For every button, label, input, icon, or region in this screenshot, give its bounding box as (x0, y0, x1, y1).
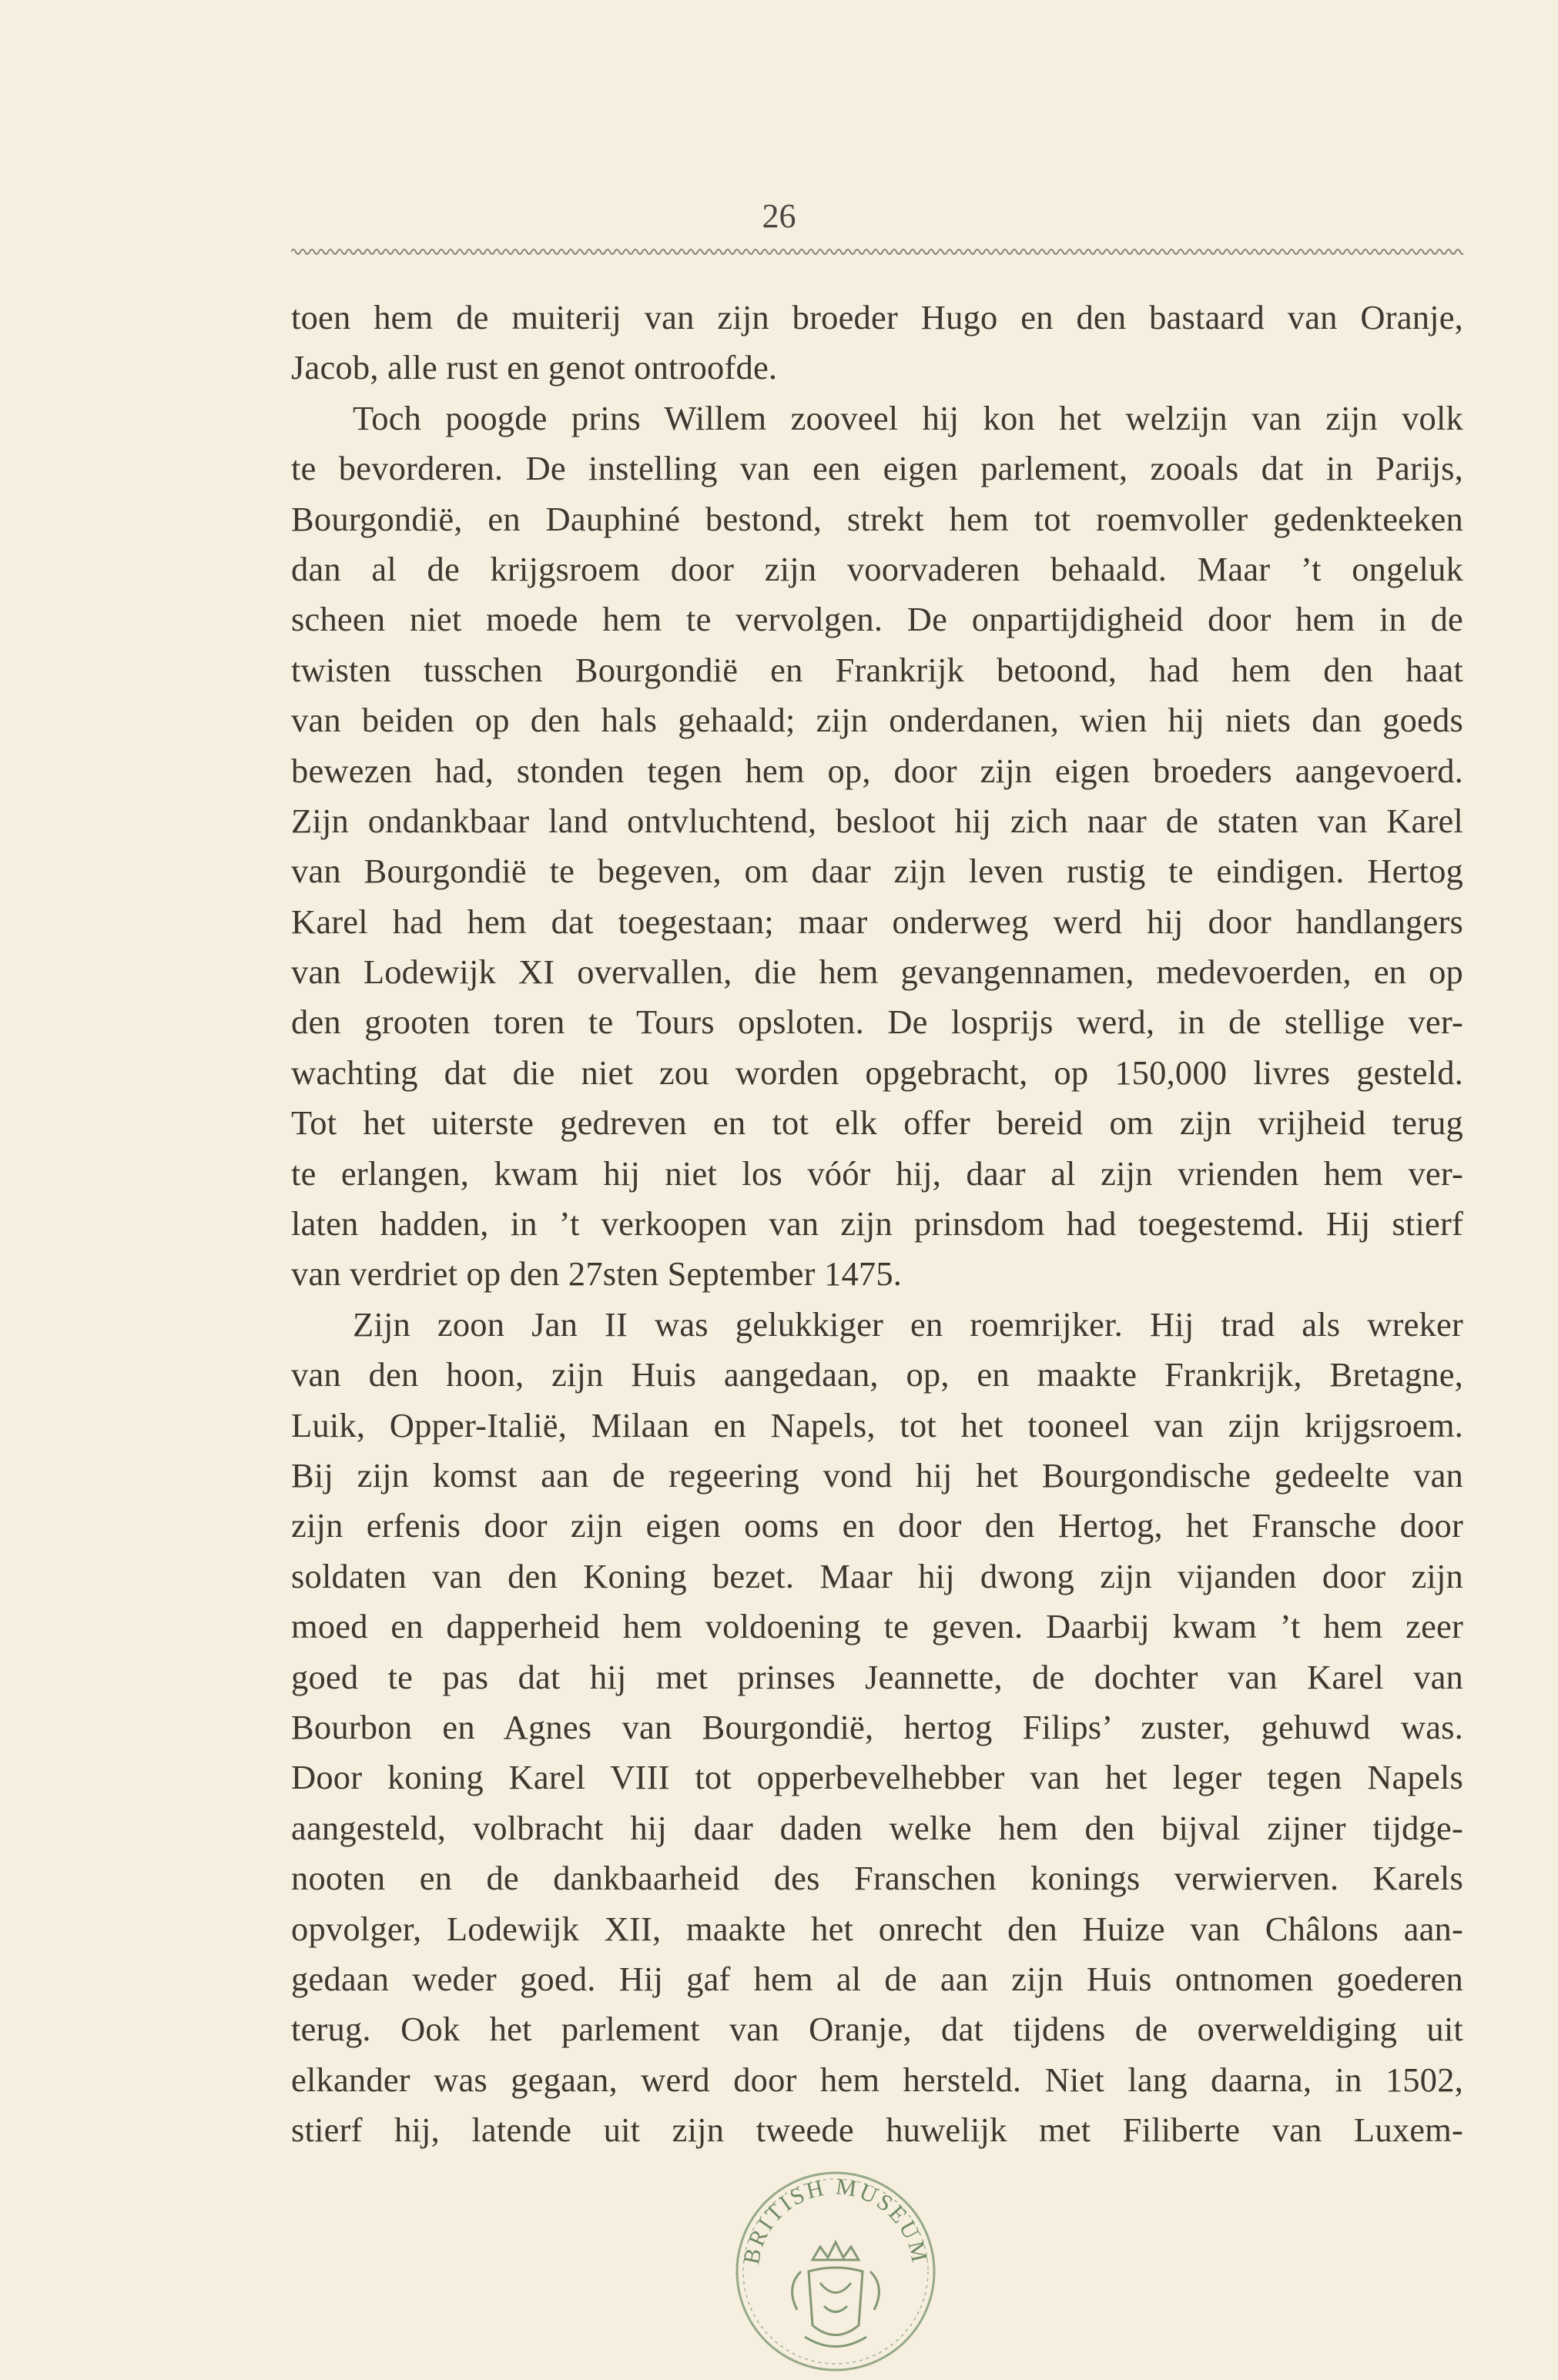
body-line: scheen niet moede hem te vervolgen. De onpartijdigheid door hem in de (291, 600, 1463, 639)
body-line: moed en dapperheid hem voldoening te geven. Daarbij kwam ’t hem zeer (291, 1607, 1463, 1646)
crown-crest-icon (792, 2242, 880, 2347)
library-stamp (724, 2156, 947, 2379)
body-line: opvolger, Lodewijk XII, maakte het onrecht den Huize van Châlons aan- (291, 1909, 1463, 1948)
body-line: twisten tusschen Bourgondië en Frankrijk betoond, had hem den haat (291, 650, 1463, 689)
body-line: te erlangen, kwam hij niet los vóór hij, daar al zijn vrienden hem ver- (291, 1153, 1463, 1193)
body-line: van beiden op den hals gehaald; zijn onderdanen, wien hij niets dan goeds (291, 701, 1463, 740)
page-number: 26 (762, 197, 796, 235)
body-line: te bevorderen. De instelling van een eigen parlement, zooals dat in Parijs, (291, 449, 1463, 488)
stamp-text: BRITISH MUSEUM (739, 2174, 933, 2267)
body-line: dan al de krijgsroem door zijn voorvaderen behaald. Maar ’t ongeluk (291, 549, 1463, 588)
body-line: aangesteld, volbracht hij daar daden welke hem den bijval zijner tijdge- (291, 1808, 1463, 1847)
body-line: Bourgondië, en Dauphiné bestond, strekt hem tot roemvoller gedenkteeken (291, 499, 1463, 538)
body-line: elkander was gegaan, werd door hem hersteld. Niet lang daarna, in 1502, (291, 2060, 1463, 2099)
body-line: Zijn zoon Jan II was gelukkiger en roemrijker. Hij trad als wreker (353, 1304, 1463, 1344)
body-line: terug. Ook het parlement van Oranje, dat tijdens de overweldiging uit (291, 2010, 1463, 2049)
body-line: Door koning Karel VIII tot opperbevelhebber van het leger tegen Napels (291, 1758, 1463, 1797)
body-line: Karel had hem dat toegestaan; maar onderweg werd hij door handlangers (291, 902, 1463, 941)
body-line: laten hadden, in ’t verkoopen van zijn prinsdom had toegestemd. Hij stierf (291, 1204, 1463, 1244)
wavy-divider (291, 245, 1463, 259)
body-line: Tot het uiterste gedreven en tot elk offer bereid om zijn vrijheid terug (291, 1103, 1463, 1143)
body-line: zijn erfenis door zijn eigen ooms en door den Hertog, het Fransche door (291, 1506, 1463, 1545)
body-line: goed te pas dat hij met prinses Jeannette, de dochter van Karel van (291, 1657, 1463, 1696)
body-line: gedaan weder goed. Hij gaf hem al de aan zijn Huis ontnomen goederen (291, 1959, 1463, 1998)
body-line: van verdriet op den 27sten September 1475. (291, 1254, 903, 1294)
body-line: nooten en de dankbaarheid des Franschen konings verwierven. Karels (291, 1859, 1463, 1898)
body-line: Toch poogde prins Willem zooveel hij kon het welzijn van zijn volk (353, 398, 1463, 437)
body-line: den grooten toren te Tours opsloten. De losprijs werd, in de stellige ver- (291, 1003, 1463, 1042)
body-line: van Lodewijk XI overvallen, die hem gevangennamen, medevoerden, en op (291, 952, 1463, 992)
body-line: van Bourgondië te begeven, om daar zijn leven rustig te eindigen. Hertog (291, 852, 1463, 891)
body-line: Bij zijn komst aan de regeering vond hij het Bourgondische gedeelte van (291, 1455, 1463, 1495)
body-line: toen hem de muiterij van zijn broeder Hugo en den bastaard van Oranje, (291, 298, 1463, 336)
body-line: van den hoon, zijn Huis aangedaan, op, en maakte Frankrijk, Bretagne, (291, 1355, 1463, 1394)
body-line: wachting dat die niet zou worden opgebracht, op 150,000 livres gesteld. (291, 1053, 1463, 1092)
body-line: Bourbon en Agnes van Bourgondië, hertog Filips’ zuster, gehuwd was. (291, 1707, 1463, 1746)
body-line: soldaten van den Koning bezet. Maar hij dwong zijn vijanden door zijn (291, 1556, 1463, 1595)
body-text (291, 293, 1463, 2155)
body-line: stierf hij, latende uit zijn tweede huwelijk met Filiberte van Luxem- (291, 2111, 1463, 2150)
body-line: Zijn ondankbaar land ontvluchtend, besloot hij zich naar de staten van Karel (291, 801, 1463, 840)
body-line: Luik, Opper-Italië, Milaan en Napels, tot het tooneel van zijn krijgsroem. (291, 1405, 1463, 1444)
body-line: bewezen had, stonden tegen hem op, door zijn eigen broeders aangevoerd. (291, 751, 1463, 790)
body-line: Jacob, alle rust en genot ontroofde. (291, 348, 778, 387)
